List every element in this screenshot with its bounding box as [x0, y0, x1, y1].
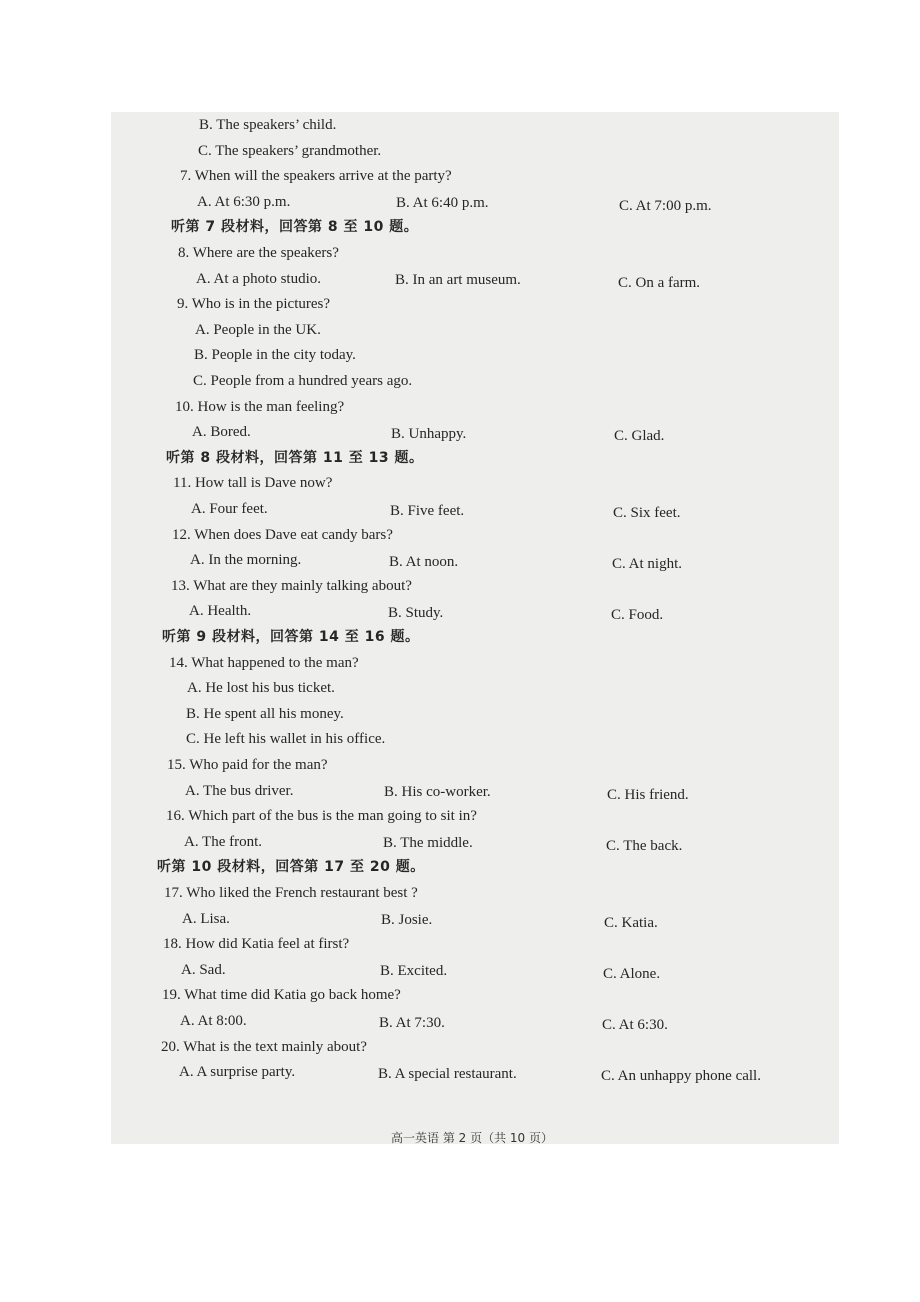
option-b: B. Josie.	[381, 912, 433, 929]
option-a: A. The front.	[184, 833, 263, 850]
option-c: C. Glad.	[614, 428, 665, 445]
option-c: C. An unhappy phone call.	[601, 1068, 761, 1085]
option-c: C. Katia.	[604, 914, 658, 931]
option-b: B. Study.	[388, 604, 444, 621]
option-c: C. Alone.	[603, 965, 661, 982]
exam-page	[111, 112, 839, 1144]
option-a: A. Bored.	[192, 424, 251, 441]
option-text: B. People in the city today.	[194, 347, 356, 364]
question-text: 12. When does Dave eat candy bars?	[172, 526, 393, 543]
section-heading: 听第 7 段材料，回答第 8 至 10 题。	[171, 219, 419, 236]
option-b: B. In an art museum.	[395, 272, 521, 289]
option-a: A. At a photo studio.	[196, 270, 322, 287]
option-a: A. The bus driver.	[185, 782, 294, 799]
option-b: B. Unhappy.	[391, 425, 467, 442]
option-b: B. At 7:30.	[379, 1014, 445, 1031]
option-text: A. He lost his bus ticket.	[187, 680, 335, 697]
option-text: B. The speakers’ child.	[199, 117, 337, 133]
option-c: C. At 7:00 p.m.	[619, 197, 712, 214]
option-c: C. At 6:30.	[602, 1017, 668, 1033]
option-a: A. Four feet.	[191, 501, 268, 517]
question-text: 10. How is the man feeling?	[175, 398, 345, 415]
option-c: C. At night.	[612, 556, 683, 573]
section-heading: 听第 10 段材料，回答第 17 至 20 题。	[157, 859, 425, 876]
question-text: 13. What are they mainly talking about?	[171, 577, 412, 594]
option-a: A. In the morning.	[190, 552, 302, 569]
option-a: A. Sad.	[181, 961, 226, 978]
page-footer: 高一英语 第 2 页（共 10 页）	[391, 1131, 553, 1144]
option-text: C. He left his wallet in his office.	[186, 731, 386, 748]
option-b: B. At 6:40 p.m.	[396, 195, 489, 212]
section-heading: 听第 9 段材料，回答第 14 至 16 题。	[162, 629, 420, 645]
question-text: 7. When will the speakers arrive at the party?	[180, 168, 452, 185]
question-text: 20. What is the text mainly about?	[161, 1038, 367, 1055]
option-a: A. A surprise party.	[179, 1064, 296, 1081]
question-text: 8. Where are the speakers?	[178, 245, 339, 261]
option-b: B. His co-worker.	[384, 784, 491, 801]
option-a: A. At 8:00.	[180, 1013, 247, 1029]
question-text: 19. What time did Katia go back home?	[162, 987, 401, 1004]
option-text: C. People from a hundred years ago.	[193, 373, 413, 389]
option-c: C. The back.	[606, 837, 683, 854]
question-text: 14. What happened to the man?	[169, 654, 359, 671]
question-text: 15. Who paid for the man?	[167, 757, 328, 773]
option-a: A. At 6:30 p.m.	[197, 193, 291, 210]
option-b: B. The middle.	[383, 835, 473, 852]
question-text: 18. How did Katia feel at first?	[163, 936, 350, 953]
question-text: 16. Which part of the bus is the man going to sit in?	[166, 808, 477, 825]
option-b: B. At noon.	[389, 553, 459, 570]
section-heading: 听第 8 段材料，回答第 11 至 13 题。	[166, 449, 424, 466]
question-text: 9. Who is in the pictures?	[177, 296, 331, 313]
option-text: C. The speakers’ grandmother.	[198, 142, 382, 159]
question-text: 17. Who liked the French restaurant best ?	[164, 885, 418, 901]
option-a: A. Health.	[189, 603, 252, 620]
option-b: B. A special restaurant.	[378, 1065, 517, 1082]
option-text: A. People in the UK.	[195, 321, 321, 338]
option-a: A. Lisa.	[182, 910, 230, 927]
option-c: C. Six feet.	[613, 505, 681, 521]
option-text: B. He spent all his money.	[186, 705, 344, 722]
option-c: C. On a farm.	[618, 274, 701, 291]
option-b: B. Excited.	[380, 963, 448, 980]
option-b: B. Five feet.	[390, 502, 465, 519]
option-c: C. Food.	[611, 607, 664, 624]
question-text: 11. How tall is Dave now?	[173, 475, 333, 492]
option-c: C. His friend.	[607, 786, 689, 803]
